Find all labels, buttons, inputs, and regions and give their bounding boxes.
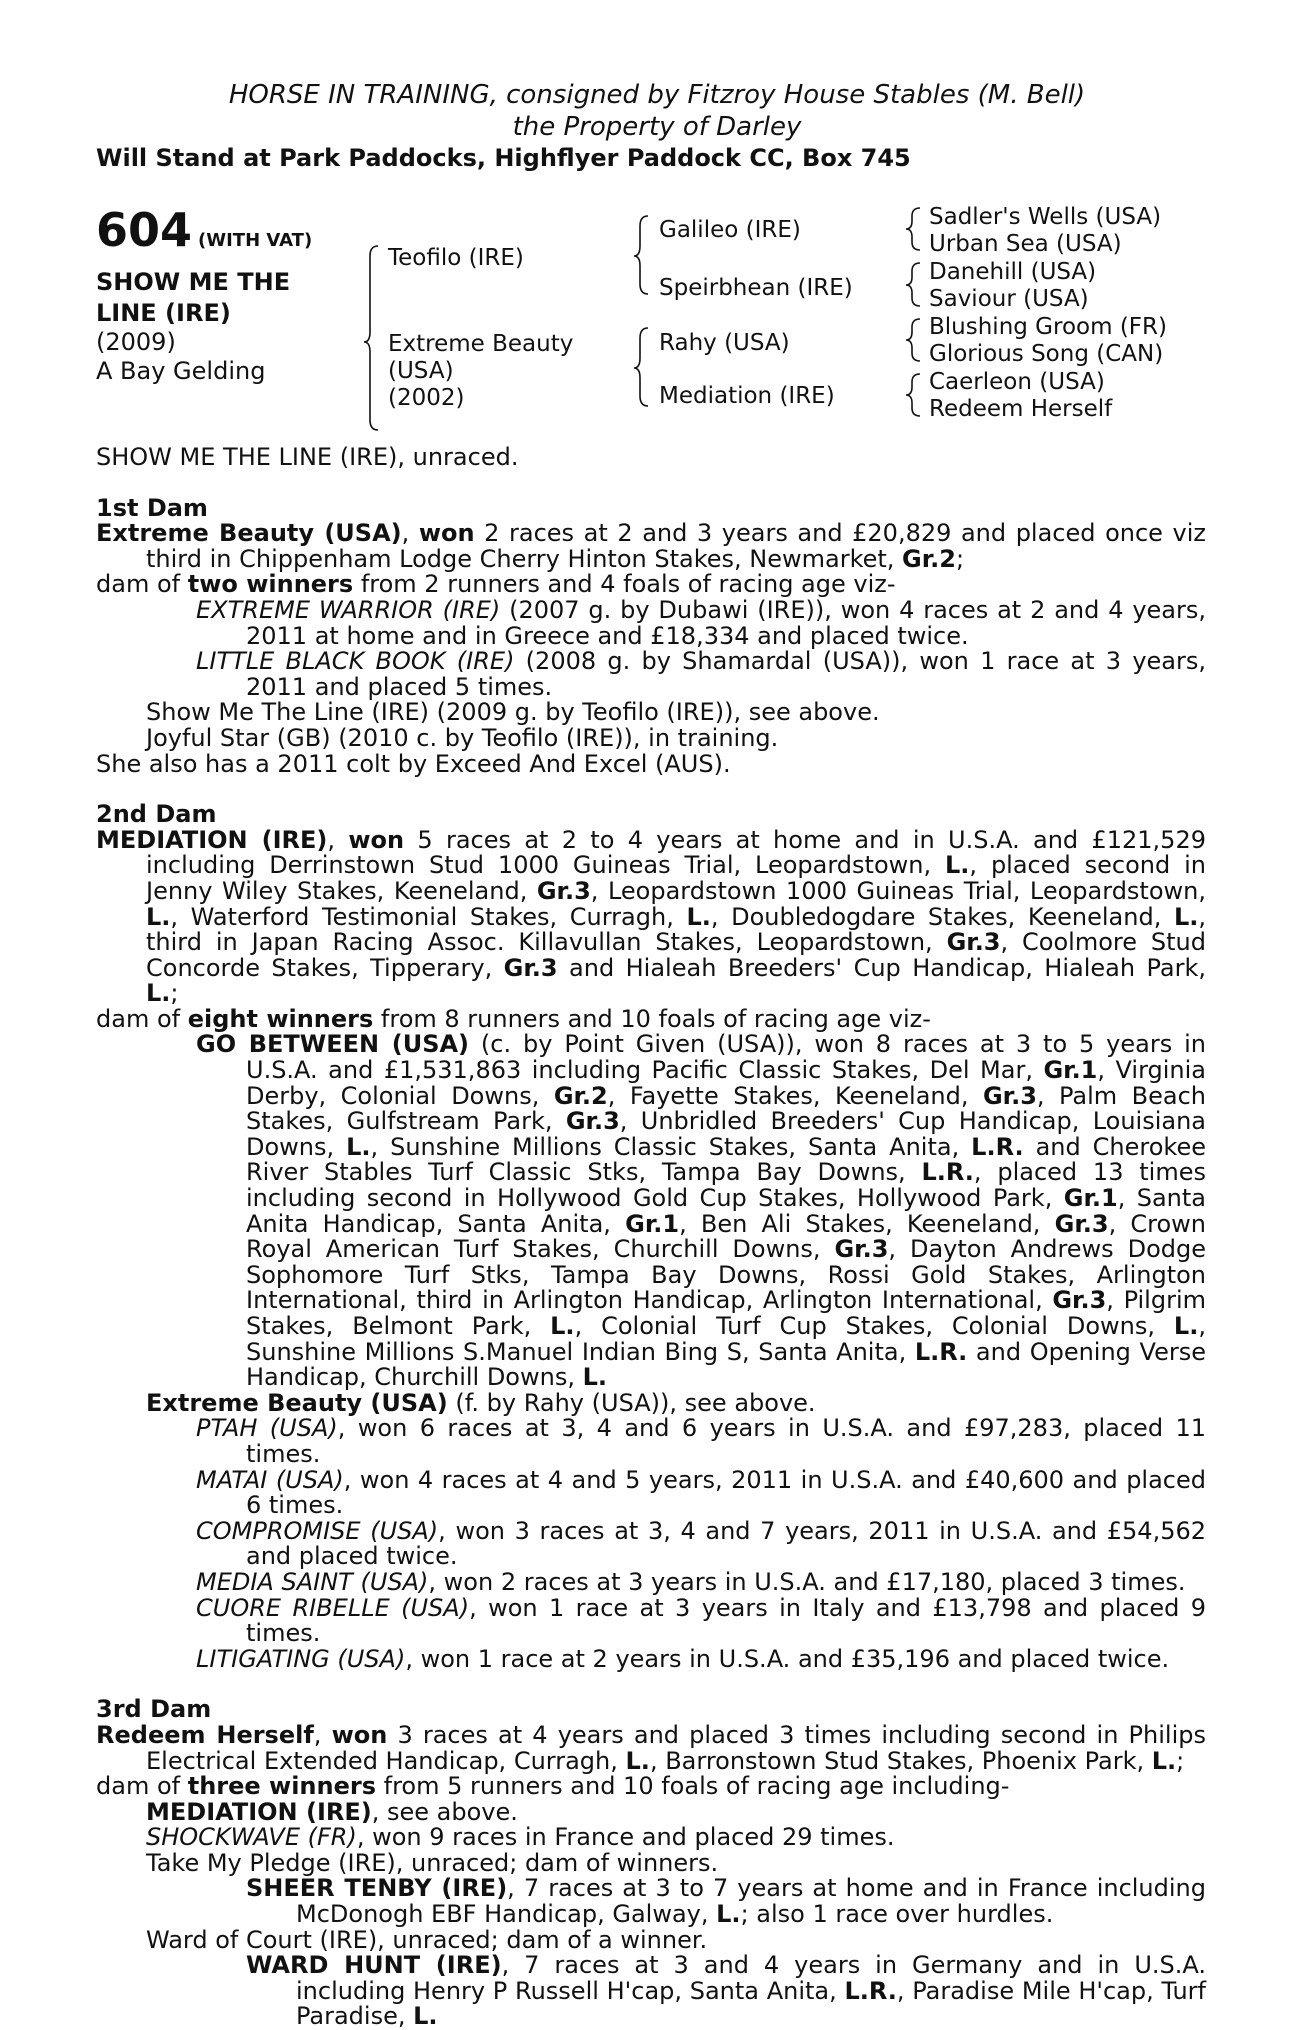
intro-line: SHOW ME THE LINE (IRE), unraced. (96, 443, 519, 471)
produce-ptah (96, 1416, 1206, 1467)
produce-media-saint (96, 1567, 1206, 1596)
produce-mediation (96, 1797, 1206, 1826)
produce-cuore-ribelle (96, 1593, 1207, 1648)
produce-text: , won 9 races in France and placed 29 times. (356, 1823, 895, 1852)
second-dam-name: MEDIATION (IRE) (96, 825, 328, 854)
record-text: , placed second in Jenny Wiley Stakes, Keeneland, (146, 851, 1206, 905)
produce-name: COMPROMISE (USA) (196, 1516, 439, 1545)
record-text: , Leopardstown 1000 Guineas Trial, Leopardstown, (590, 876, 1206, 905)
dam-of-label: dam of (96, 570, 188, 599)
horse-name-line2: LINE (IRE) (96, 299, 231, 327)
first-dam-name: Extreme Beauty (USA) (96, 519, 402, 548)
dam-of-rest: from 2 runners and 4 foals of racing age viz- (353, 570, 896, 599)
listed-mark: L. (716, 1900, 741, 1929)
header-location: Will Stand at Park Paddocks, Highflyer Paddock CC, Box 745 (96, 144, 911, 172)
listed-mark: L. (346, 1132, 371, 1161)
produce-name: EXTREME WARRIOR (IRE) (196, 595, 501, 624)
produce-text: , won 6 races at 3, 4 and 6 years in U.S.A. and £97,283, placed 11 times. (246, 1414, 1206, 1468)
lot-number: 604 (96, 203, 193, 257)
produce-text: , placed 13 times including second in Hollywood Gold Cup Stakes, Hollywood Park, (246, 1158, 1206, 1213)
group-mark: Gr.1 (1043, 1056, 1098, 1085)
listed-mark: L. (582, 1363, 608, 1392)
horse-year: (2009) (96, 328, 176, 356)
listed-mark: L. (686, 902, 711, 931)
pedigree-dam-dam: Mediation (IRE) (659, 383, 835, 409)
second-dam-heading: 2nd Dam (96, 800, 217, 829)
first-dam-heading: 1st Dam (96, 493, 208, 522)
produce-sheer-tenby (96, 1876, 1206, 1927)
produce-text: , Santa Anita Handicap, Santa Anita, (246, 1184, 1207, 1238)
produce-text: , won 2 races at 3 years in U.S.A. and £17,180, placed 3 times. (428, 1567, 1186, 1596)
produce-text: , won 1 race at 2 years in U.S.A. and £35,196 and placed twice. (405, 1644, 1170, 1673)
produce-name: MEDIATION (IRE) (146, 1797, 372, 1826)
pedigree-dss: Blushing Groom (FR) (929, 314, 1167, 340)
produce-little-black-book (96, 649, 1206, 700)
produce-text: (2008 g. by Shamardal (USA)), won 1 race at 3 years, 2011 and placed 5 times. (246, 647, 1206, 701)
produce-text: , won 3 races at 3, 4 and 7 years, 2011 in U.S.A. and £54,562 and placed twice. (246, 1516, 1207, 1571)
produce-show-me-the-line: Show Me The Line (IRE) (2009 g. by Teofilo (IRE)), see above. (146, 698, 880, 727)
vat-note: (WITH VAT) (198, 230, 313, 251)
dam-of-label: dam of (96, 1772, 188, 1801)
group-mark: Gr.3 (982, 1081, 1037, 1110)
produce-name: LITTLE BLACK BOOK (IRE) (196, 647, 515, 676)
dam-of-rest: from 5 runners and 10 foals of racing age including- (376, 1772, 1010, 1801)
group-mark: Gr.3 (1054, 1209, 1109, 1238)
third-dam-produce-summary (96, 1774, 1206, 1800)
record-text: ; (170, 979, 179, 1008)
first-dam-produce-summary (96, 572, 1206, 598)
produce-extreme-warrior (96, 595, 1206, 650)
group-mark: Gr.1 (1063, 1184, 1118, 1213)
produce-text: and Opening Verse Handicap, Churchill Downs, (246, 1337, 1206, 1392)
produce-name: Extreme Beauty (USA) (146, 1388, 448, 1417)
record-text: 5 races at 2 to 4 years at home and in U.S.A. and £121,529 including Derrinstown Stud 1000 Guineas Trial, Leopardstown, (146, 825, 1206, 880)
third-dam-heading: 3rd Dam (96, 1695, 212, 1724)
listed-mark: L. (1151, 1746, 1177, 1775)
pedigree-dam-line3: (2002) (388, 385, 465, 411)
produce-shockwave (96, 1825, 1206, 1851)
group-mark: Gr.3 (565, 1107, 620, 1136)
pedigree-sire-sire: Galileo (IRE) (659, 217, 801, 243)
listed-mark: L.R. (844, 1976, 897, 2005)
produce-text: , Virginia Derby, Colonial Downs, (246, 1056, 1207, 1110)
horse-description: A Bay Gelding (96, 357, 266, 385)
record-text: , third in Japan Racing Assoc. Killavullan Stakes, Leopardstown, (146, 902, 1206, 957)
produce-ward-hunt (96, 1953, 1206, 2030)
dam-of-rest: from 8 runners and 10 foals of racing age viz- (373, 1004, 931, 1033)
header-consignor: HORSE IN TRAINING, consigned by Fitzroy House Stables (M. Bell) (228, 80, 1086, 110)
listed-mark: L.R. (921, 1158, 974, 1187)
record-text: 3 races at 4 years and placed 3 times including second in Philips Electrical Extended Handicap, Curragh, (146, 1720, 1206, 1775)
second-dam-won: won (348, 825, 405, 854)
produce-text: , Unbridled Breeders' Cup Handicap, Louisiana Downs, (246, 1107, 1206, 1161)
pedigree-dam-line1: Extreme Beauty (388, 331, 574, 357)
produce-name: SHEER TENBY (IRE) (246, 1874, 508, 1903)
first-dam-text-end: ; (955, 544, 965, 573)
second-dam-record: MEDIATION (IRE), won 5 races at 2 to 4 years at home and in U.S.A. and £121,529 including Derrinstown Stud 1000 Guineas Trial, Leopardstown, L., placed second in Jenny Wiley Stakes, Keeneland, Gr.3, Leopardstown 1000 Guineas Trial, Leopardstown, L., Waterford Testimonial Stakes, Curragh, L., Doubledogdare Stakes, Keeneland, L., third in Japan Racing Assoc. Killavullan Stakes, Leopardstown, Gr.3, Coolmore Stud Concorde Stakes, Tipperary, Gr.3 and Hialeah Breeders' Cup Handicap, Hialeah Park, L.; (96, 825, 1206, 1008)
pedigree-dam-line2: (USA) (388, 358, 454, 384)
produce-text: (f. by Rahy (USA)), see above. (447, 1388, 816, 1417)
pedigree-ssd: Urban Sea (USA) (929, 231, 1122, 257)
group-mark: Gr.3 (946, 928, 1001, 957)
produce-text: (2007 g. by Dubawi (IRE)), won 4 races at 2 and 4 years, 2011 at home and in Greece and £18,334 and placed twice. (246, 595, 1206, 650)
group-mark: Gr.1 (625, 1209, 680, 1238)
produce-name: SHOCKWAVE (FR) (146, 1823, 357, 1852)
listed-mark: L.R. (914, 1337, 968, 1366)
pedigree-sss: Sadler's Wells (USA) (929, 204, 1162, 230)
produce-text: , Sunshine Millions S.Manuel Indian Bing S, Santa Anita, (246, 1312, 1206, 1366)
record-text: ; (1176, 1746, 1185, 1775)
second-dam-produce-summary (96, 1004, 1206, 1033)
first-dam-grade: Gr.2 (902, 544, 956, 573)
produce-joyful-star: Joyful Star (GB) (2010 c. by Teofilo (IRE)), in training. (146, 723, 779, 752)
record-text: , Coolmore Stud Concorde Stakes, Tipperary, (146, 928, 1206, 982)
produce-ward-of-court: Ward of Court (IRE), unraced; dam of a winner. (146, 1925, 708, 1954)
pedigree-sdd: Saviour (USA) (929, 286, 1089, 312)
third-dam-name: Redeem Herself (96, 1720, 314, 1749)
group-mark: Gr.3 (536, 876, 591, 905)
produce-name: WARD HUNT (IRE) (246, 1951, 502, 1980)
listed-mark: L. (550, 1312, 575, 1340)
listed-mark: L. (625, 1746, 650, 1775)
group-mark: Gr.3 (503, 953, 558, 982)
record-text: , Barronstown Stud Stakes, Phoenix Park, (649, 1746, 1152, 1775)
record-text: , Waterford Testimonial Stakes, Curragh, (170, 902, 687, 931)
produce-matai (96, 1465, 1207, 1520)
group-mark: Gr.3 (834, 1235, 889, 1264)
pedigree-sds: Danehill (USA) (929, 259, 1097, 285)
produce-compromise (96, 1516, 1207, 1571)
produce-text: , Colonial Turf Cup Stakes, Colonial Downs, (574, 1312, 1174, 1340)
produce-text: , Palm Beach Stakes, Gulfstream Park, (246, 1081, 1206, 1136)
produce-text: , Ben Ali Stakes, Keeneland, (679, 1209, 1055, 1238)
produce-text: , Sunshine Millions Classic Stakes, Santa Anita, (370, 1132, 972, 1161)
pedigree-dsd: Glorious Song (CAN) (929, 341, 1164, 367)
produce-text: , Paradise Mile H'cap, Turf Paradise, (296, 1976, 1206, 2030)
third-dam-record: Redeem Herself, won 3 races at 4 years and placed 3 times including second in Philips Electrical Extended Handicap, Curragh, L., Barronstown Stud Stakes, Phoenix Park, L.; (96, 1720, 1206, 1775)
produce-text: , Crown Royal American Turf Stakes, Churchill Downs, (246, 1209, 1207, 1264)
produce-name: MEDIA SAINT (USA) (196, 1567, 429, 1596)
produce-extreme-beauty (96, 1388, 1206, 1417)
dam-of-label: dam of (96, 1004, 188, 1033)
produce-text: , Dayton Andrews Dodge Sophomore Turf Stks, Tampa Bay Downs, Rossi Gold Stakes, Arlington International, third in Arlington Handicap, Arlington International, (246, 1235, 1206, 1315)
pedigree-dam-sire: Rahy (USA) (659, 330, 790, 356)
first-dam-also: She also has a 2011 colt by Exceed And Excel (AUS). (96, 749, 731, 778)
listed-mark: L. (1173, 1312, 1199, 1340)
group-mark: Gr.3 (1052, 1286, 1107, 1315)
produce-text: , won 4 races at 4 and 5 years, 2011 in U.S.A. and £40,600 and placed 6 times. (246, 1465, 1207, 1520)
catalogue-body (96, 445, 1206, 2030)
listed-mark: L. (146, 902, 171, 931)
winners-count: two winners (187, 570, 354, 599)
pedigree-dds: Caerleon (USA) (929, 369, 1105, 395)
produce-text: , Fayette Stakes, Keeneland, (607, 1081, 983, 1110)
produce-text: , 7 races at 3 and 4 years in Germany and in U.S.A. including Henry P Russell H'cap, Santa Anita, (296, 1951, 1206, 2005)
record-text: and Hialeah Breeders' Cup Handicap, Hialeah Park, (557, 953, 1206, 982)
produce-text: , see above. (371, 1797, 518, 1826)
listed-mark: L. (413, 2002, 438, 2030)
first-dam-won: won (418, 519, 475, 548)
listed-mark: L. (1173, 902, 1199, 931)
pedigree-sire: Teofilo (IRE) (388, 245, 524, 271)
pedigree-ddd: Redeem Herself (929, 396, 1113, 422)
produce-name: GO BETWEEN (USA) (196, 1030, 470, 1059)
listed-mark: L. (146, 979, 171, 1008)
produce-go-between (96, 1032, 1206, 1390)
produce-name: MATAI (USA) (196, 1465, 344, 1494)
produce-litigating (96, 1644, 1206, 1673)
produce-text: and Cherokee River Stables Turf Classic Stks, Tampa Bay Downs, (246, 1132, 1207, 1187)
third-dam-won: won (331, 1720, 388, 1749)
produce-text: ; also 1 race over hurdles. (740, 1900, 1054, 1929)
first-dam-record: Extreme Beauty (USA), won 2 races at 2 and 3 years and £20,829 and placed once viz third in Chippenham Lodge Cherry Hinton Stakes, Newmarket, Gr.2; (96, 519, 1206, 573)
produce-text: , 7 races at 3 to 7 years at home and in France including McDonogh EBF Handicap, Galway, (296, 1874, 1206, 1929)
produce-name: PTAH (USA) (196, 1414, 338, 1443)
produce-take-my-pledge: Take My Pledge (IRE), unraced; dam of winners. (146, 1848, 719, 1877)
pedigree-sire-dam: Speirbhean (IRE) (659, 275, 853, 301)
produce-name: LITIGATING (USA) (196, 1644, 406, 1673)
record-text: , Doubledogdare Stakes, Keeneland, (710, 902, 1174, 931)
listed-mark: L. (945, 851, 970, 880)
produce-text: , Pilgrim Stakes, Belmont Park, (246, 1286, 1207, 1340)
header-property: the Property of Darley (512, 112, 802, 142)
winners-count: three winners (187, 1772, 376, 1801)
produce-name: CUORE RIBELLE (USA) (196, 1593, 470, 1622)
horse-name-line1: SHOW ME THE (96, 268, 291, 296)
produce-text: , won 1 race at 3 years in Italy and £13,798 and placed 9 times. (246, 1593, 1207, 1648)
winners-count: eight winners (187, 1004, 374, 1033)
first-dam-text: 2 races at 2 and 3 years and £20,829 and placed once viz third in Chippenham Lodge Cherry Hinton Stakes, Newmarket, (146, 519, 1206, 573)
group-mark: Gr.2 (553, 1081, 608, 1110)
produce-text: (c. by Point Given (USA)), won 8 races at 3 to 5 years in U.S.A. and £1,531,863 including Pacific Classic Stakes, Del Mar, (246, 1030, 1206, 1085)
listed-mark: L.R. (971, 1132, 1024, 1161)
